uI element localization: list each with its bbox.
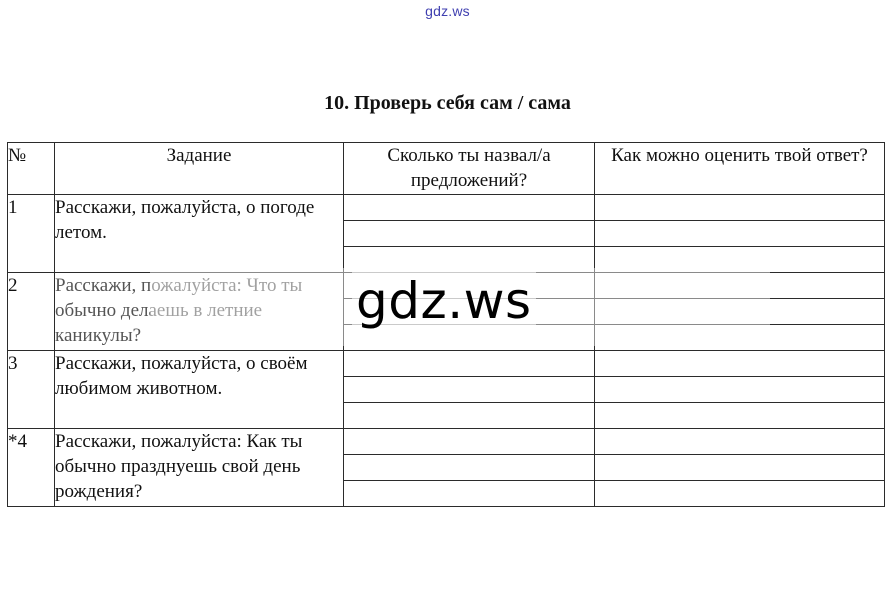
rating-cell[interactable] [595,351,885,377]
rating-cell[interactable] [595,221,885,247]
sentence-count-cell[interactable] [344,429,595,455]
rating-cell[interactable] [595,455,885,481]
sentence-count-cell[interactable] [344,377,595,403]
rating-cell[interactable] [595,403,885,429]
task-text: Расскажи, пожалуйста, о своём любимом животном. [55,351,344,429]
rating-cell[interactable] [595,195,885,221]
header-sentence-count: Сколько ты назвал/а предложений? [344,143,595,195]
sentence-count-cell[interactable] [344,403,595,429]
sentence-count-cell[interactable] [344,455,595,481]
task-text: Расскажи, пожалуйста: Как ты обычно празднуешь свой день рождения? [55,429,344,507]
row-number: 2 [8,273,55,351]
rating-cell[interactable] [595,481,885,507]
sentence-count-cell[interactable] [344,221,595,247]
rating-cell[interactable] [595,377,885,403]
header-number: № [8,143,55,195]
sentence-count-cell[interactable] [344,195,595,221]
row-number: *4 [8,429,55,507]
row-number: 1 [8,195,55,273]
task-text: Расскажи, пожалуйста: Что ты обычно делаешь в летние каникулы? [55,273,344,351]
row-number: 3 [8,351,55,429]
table-header-row [8,143,885,195]
sentence-count-cell[interactable] [344,351,595,377]
sentence-count-cell[interactable] [344,481,595,507]
header-rating: Как можно оценить твой ответ? [595,143,885,195]
header-task: Задание [55,143,344,195]
table-row [8,351,885,377]
table-row [8,195,885,221]
exercise-title: 10. Проверь себя сам / сама [324,92,571,114]
site-watermark-center: gdz.ws [352,268,536,334]
site-watermark-top: gdz.ws [425,3,470,19]
task-text: Расскажи, пожалуйста, о погоде летом. [55,195,344,273]
table-row [8,429,885,455]
rating-cell[interactable] [595,429,885,455]
